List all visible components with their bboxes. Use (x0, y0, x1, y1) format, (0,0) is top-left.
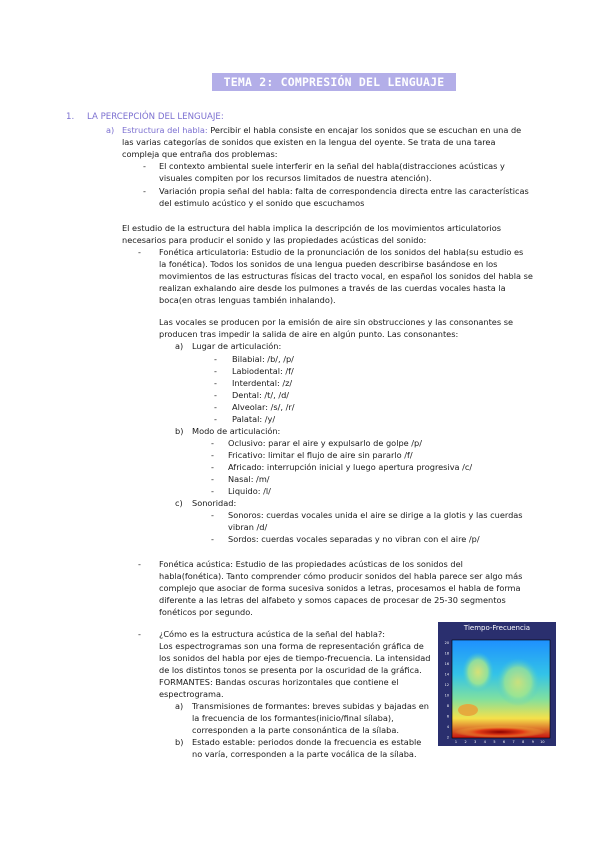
page-title: TEMA 2: COMPRESIÓN DEL LENGUAJE (212, 73, 456, 91)
x-tick-label: 1 (454, 740, 458, 744)
modo-item: Nasal: /m/ (228, 474, 270, 484)
est-ac-line-1: ¿Cómo es la estructura acústica de la señal del habla?: (159, 629, 386, 639)
y-tick-label: 12 (444, 683, 449, 687)
bullet-dash: - (211, 438, 214, 448)
intro-line-2: necesarios para producir el sonido y las propiedades acústicas del sonido: (122, 235, 427, 245)
problem-2-line-2: del estimulo acústico y el sonido que escuchamos (159, 198, 365, 208)
bullet-dash: - (214, 378, 217, 388)
bullet-dash: - (214, 402, 217, 412)
vocales-line-1: Las vocales se producen por la emisión de aire sin obstrucciones y las consonantes se (159, 317, 514, 327)
fon-art-line-1: Fonética articulatoria: Estudio de la pronunciación de los sonidos del habla(su estudio es (159, 247, 524, 257)
bullet-dash: - (138, 247, 141, 257)
bullet-dash: - (211, 534, 214, 544)
sub-a-marker: a) (106, 125, 115, 135)
bullet-dash: - (211, 462, 214, 472)
x-tick-label: 5 (493, 740, 496, 744)
y-tick-label: 16 (444, 662, 449, 666)
formante-b-line-2: no varía, corresponden a la parte vocálica de la sílaba. (192, 749, 417, 759)
bullet-dash: - (211, 474, 214, 484)
formante-a-marker: a) (175, 701, 184, 711)
section-number: 1. (66, 112, 75, 122)
lugar-item: Dental: /t/, /d/ (232, 390, 290, 400)
sonoridad-marker: c) (175, 498, 183, 508)
fon-art-line-5: boca(en otras lenguas también inhalando). (159, 295, 336, 305)
fon-ac-line-1: Fonética acústica: Estudio de las propiedades acústicas de los sonidos del (159, 559, 463, 569)
formante-b-line-1: Estado estable: periodos donde la frecuencia es estable (192, 737, 422, 747)
y-tick-label: 18 (444, 651, 449, 656)
fon-ac-line-3: complejo que asociar de forma sucesiva sonidos a letras, procesamos el habla de forma (159, 583, 521, 593)
bullet-dash: - (138, 559, 141, 569)
intro-line-1: El estudio de la estructura del habla implica la descripción de los movimientos articulatorios (122, 223, 502, 233)
x-tick-label: 8 (522, 740, 525, 744)
y-tick-label: 8 (446, 704, 449, 708)
y-tick-label: 10 (444, 693, 449, 698)
bullet-dash: - (211, 486, 214, 496)
y-tick-label: 14 (444, 672, 449, 677)
fon-ac-line-4: diferente a las letras del alfabeto y somos capaces de procesar de 25-30 segmentos (159, 595, 506, 605)
bullet-dash: - (214, 354, 217, 364)
sub-a-line-1 (122, 124, 521, 137)
y-tick-label: 2 (446, 735, 449, 740)
spectrogram-image (438, 622, 556, 746)
problem-1-line-2: visuales compiten por los recursos limitados de nuestra atención). (159, 173, 432, 183)
formante-a-line-3: corresponden a la parte consonántica de la sílaba. (192, 725, 399, 735)
x-tick-label: 9 (531, 740, 534, 744)
lugar-item: Palatal: /y/ (232, 414, 276, 424)
spectrogram-y-axis (445, 641, 449, 740)
spectrogram-svg (438, 622, 556, 746)
sonoridad-item-1-line-1: Sonoros: cuerdas vocales unida el aire se dirige a la glotis y las cuerdas (228, 510, 523, 520)
section-heading: LA PERCEPCIÓN DEL LENGUAJE: (87, 112, 224, 122)
modo-marker: b) (175, 426, 184, 436)
bullet-dash: - (214, 366, 217, 376)
sub-a-text: Percibir el habla consiste en encajar los sonidos que se escuchan en una de (210, 125, 522, 135)
est-ac-line-2: Los espectrogramas son una forma de representación gráfica de (159, 641, 424, 651)
x-tick-label: 6 (502, 740, 506, 744)
fon-art-line-3: movimientos de las estructuras físicas del tracto vocal, en español los sonidos del habla se (159, 271, 533, 281)
spectrogram-title: Tiempo-Frecuencia (463, 624, 531, 632)
lugar-item: Alveolar: /s/, /r/ (232, 402, 295, 412)
modo-item: Liquido: /l/ (228, 486, 271, 496)
sonoridad-item-1-line-2: vibran /d/ (228, 522, 268, 532)
sonoridad-item-2: Sordos: cuerdas vocales separadas y no vibran con el aire /p/ (228, 534, 480, 544)
formante-a-line-2: la frecuencia de los formantes(inicio/final sílaba), (192, 713, 394, 723)
est-ac-line-4: de los distintos tonos se presenta por la oscuridad de la gráfica. (159, 665, 422, 675)
spectrogram-blob (458, 704, 478, 716)
spectrogram-formant-band (454, 726, 546, 738)
sub-a-line-3: compleja que entraña dos problemas: (122, 149, 278, 159)
lugar-item: Bilabial: /b/, /p/ (232, 354, 294, 364)
lugar-label: Lugar de articulación: (192, 341, 282, 351)
fon-art-line-2: la fonética). Todos los sonidos de una lengua pueden describirse basándose en los (159, 259, 498, 269)
bullet-dash: - (143, 161, 146, 171)
lugar-marker: a) (175, 341, 184, 351)
sub-a-line-2: las varias categorías de sonidos que existen en la lengua del oyente. Se trata de una tarea (122, 137, 496, 147)
est-ac-line-6: espectrograma. (159, 689, 224, 699)
spectrogram-x-axis (455, 740, 545, 744)
bullet-dash: - (143, 186, 146, 196)
y-tick-label: 20 (444, 641, 449, 645)
problem-1-line-1: El contexto ambiental suele interferir en la señal del habla(distracciones acústicas y (159, 161, 505, 171)
spectrogram-blob (462, 652, 494, 692)
sub-a-label: Estructura del habla: (122, 125, 208, 135)
modo-item: Fricativo: limitar el flujo de aire sin pararlo /f/ (228, 450, 413, 460)
x-tick-label: 2 (464, 740, 467, 744)
lugar-item: Interdental: /z/ (232, 378, 293, 388)
formante-b-marker: b) (175, 737, 184, 747)
x-tick-label: 4 (483, 740, 486, 744)
fon-ac-line-2: habla(fonética). Tanto comprender cómo producir sonidos del habla parece ser algo más (159, 571, 523, 581)
vocales-line-2: producen tras impedir la salida de aire en algún punto. Las consonantes: (159, 329, 459, 339)
x-tick-label: 7 (512, 740, 515, 744)
x-tick-label: 10 (540, 740, 545, 744)
y-tick-label: 4 (446, 725, 449, 729)
bullet-dash: - (214, 390, 217, 400)
y-tick-label: 6 (446, 714, 449, 719)
fon-art-line-4: realizan exhalando aire desde los pulmones a través de las cuerdas vocales hasta la (159, 283, 506, 293)
bullet-dash: - (211, 450, 214, 460)
est-ac-line-3: los sonidos del habla por ejes de tiempo-frecuencia. La intensidad (159, 653, 431, 663)
sonoridad-label: Sonoridad: (192, 498, 237, 508)
bullet-dash: - (214, 414, 217, 424)
x-tick-label: 3 (474, 740, 477, 744)
spectrogram-blob (496, 658, 540, 706)
fon-ac-line-5: fonéticos por segundo. (159, 607, 253, 617)
bullet-dash: - (211, 510, 214, 520)
formante-a-line-1: Transmisiones de formantes: breves subidas y bajadas en (192, 701, 429, 711)
lugar-item: Labiodental: /f/ (232, 366, 294, 376)
est-ac-line-5: FORMANTES: Bandas oscuras horizontales que contiene el (159, 677, 399, 687)
problem-2-line-1: Variación propia señal del habla: falta de correspondencia directa entre las características (159, 186, 529, 196)
bullet-dash: - (138, 629, 141, 639)
modo-item: Oclusivo: parar el aire y expulsarlo de golpe /p/ (228, 438, 423, 448)
modo-label: Modo de articulación: (192, 426, 281, 436)
modo-item: Africado: interrupción inicial y luego apertura progresiva /c/ (228, 462, 473, 472)
